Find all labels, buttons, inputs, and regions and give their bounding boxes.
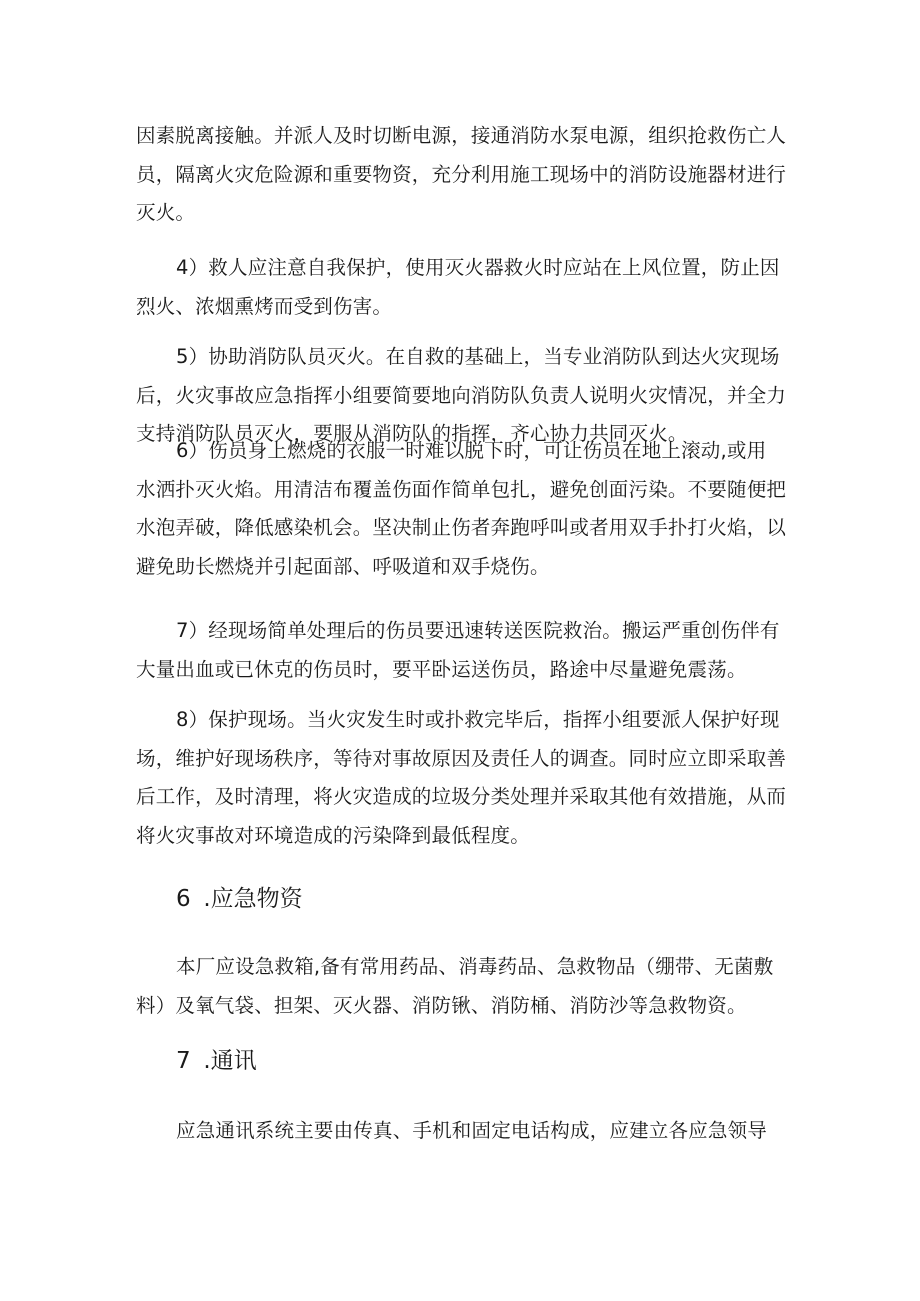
text-line: 料）及氧气袋、担架、灭火器、消防锹、消防桶、消防沙等急救物资。 xyxy=(136,993,747,1017)
text-line: 8）保护现场。当火灾发生时或扑救完毕后，指挥小组要派人保护好现 xyxy=(176,708,780,731)
text-line: 应急通讯系统主要由传真、手机和固定电话构成，应建立各应急领导 xyxy=(176,1119,768,1142)
paragraph-section-7 xyxy=(136,1112,790,1151)
text-line: 5）协助消防队员灭火。在自救的基础上，当专业消防队到达火灾现场 xyxy=(176,345,780,368)
text-line: 后工作，及时清理，将火灾造成的垃圾分类处理并采取其他有效措施，从而 xyxy=(136,785,787,808)
section-title: .通讯 xyxy=(203,1048,257,1074)
text-line: 避免助长燃烧并引起面部、呼吸道和双手烧伤。 xyxy=(136,554,550,578)
text-line: 员，隔离火灾危险源和重要物资，充分利用施工现场中的消防设施器材进行 xyxy=(136,162,787,186)
paragraph-item-6 xyxy=(136,432,790,586)
text-line: 烈火、浓烟熏烤而受到伤害。 xyxy=(136,294,393,318)
section-title: .应急物资 xyxy=(203,886,303,912)
paragraph-continued xyxy=(136,117,790,233)
text-line: 大量出血或已休克的伤员时，要平卧运送伤员，路途中尽量避免震荡。 xyxy=(136,657,747,681)
text-line: 7）经现场简单处理后的伤员要迅速转送医院救治。搬运严重创伤伴有 xyxy=(176,619,780,642)
paragraph-item-8 xyxy=(136,701,790,855)
section-heading-7 xyxy=(176,1046,257,1076)
section-heading-6 xyxy=(176,884,303,914)
section-number: 7 xyxy=(176,1048,191,1074)
text-line: 场，维护好现场秩序，等待对事故原因及责任人的调查。同时应立即采取善 xyxy=(136,746,787,770)
text-line: 本厂应设急救箱,备有常用药品、消毒药品、急救物品（绷带、无菌敷 xyxy=(176,955,774,978)
paragraph-section-6 xyxy=(136,948,790,1025)
text-line: 6）伤员身上燃烧的衣服一时难以脱下时，可让伤员在地上滚动,或用 xyxy=(176,439,767,462)
text-line: 支持消防队员灭火，要服从消防队的指挥，齐心协力共同灭火。 xyxy=(136,422,688,445)
text-line: 水泡弄破，降低感染机会。坚决制止伤者奔跑呼叫或者用双手扑打火焰，以 xyxy=(136,516,787,539)
section-number: 6 xyxy=(176,886,191,912)
text-line: 后，火灾事故应急指挥小组要简要地向消防队负责人说明火灾情况，并全力 xyxy=(136,383,787,407)
text-line: 因素脱离接触。并派人及时切断电源，接通消防水泵电源，组织抢救伤亡人 xyxy=(136,124,787,147)
paragraph-item-4 xyxy=(136,249,790,326)
paragraph-item-7 xyxy=(136,612,790,689)
text-line: 水洒扑灭火焰。用清洁布覆盖伤面作简单包扎，避免创面污染。不要随便把 xyxy=(136,477,787,501)
text-line: 灭火。 xyxy=(136,201,196,224)
text-line: 将火灾事故对环境造成的污染降到最低程度。 xyxy=(136,823,531,847)
text-line: 4）救人应注意自我保护，使用灭火器救火时应站在上风位置，防止因 xyxy=(176,256,780,279)
